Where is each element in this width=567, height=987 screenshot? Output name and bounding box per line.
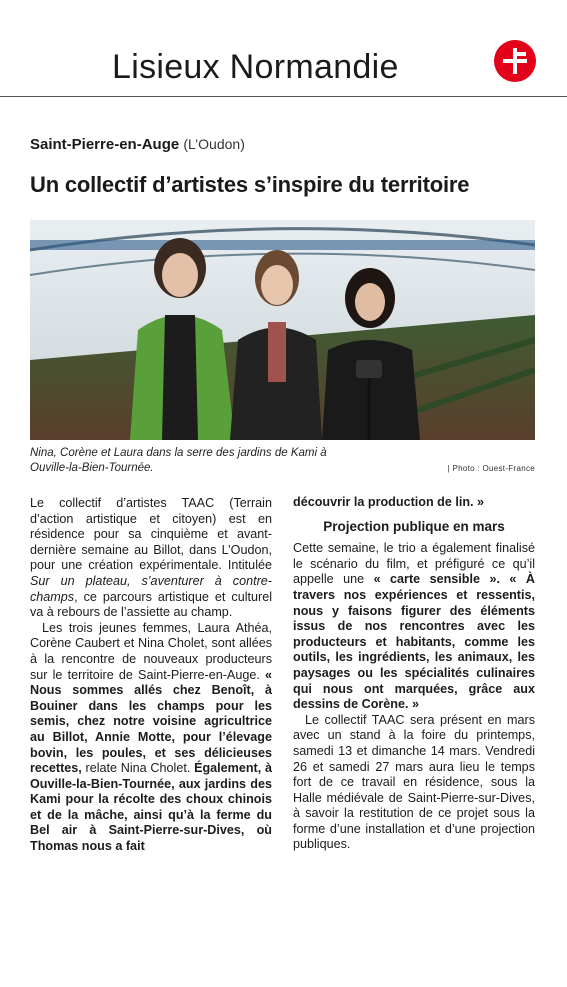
quote: « carte sensible ». « À travers nos expériences et ressentis, nous y faisons figurer des éléments issus de nos rencontres avec les producteurs et habitants, comme les outils, les ingrédients, les animaux, les paysages ou les spécialités culinaires qui nous ont marquées, grâce aux dessins de Corène. » bbox=[293, 572, 535, 712]
caption-line-2: Ouville-la-Bien-Tournée. bbox=[30, 461, 154, 474]
kicker-sublocation: (L’Oudon) bbox=[183, 136, 245, 152]
paragraph bbox=[293, 495, 535, 511]
text-run: Les trois jeunes femmes, Laura Athéa, Corène Caubert et Nina Cholet, sont allées à la rencontre de nouveaux producteurs sur le territoire de Saint-Pierre-en-Auge. bbox=[30, 620, 272, 682]
photo-caption bbox=[30, 446, 430, 475]
text-run: Le collectif d’artistes TAAC (Terrain d’action artistique et citoyen) est en résidence pour sa cinquième et avant-dernière semaine au Billot, dans L’Oudon, pour une création expérimentale. Intitulée bbox=[30, 496, 272, 573]
text-run: Le collectif TAAC sera présent en mars avec un stand à la foire du printemps, samedi 13 et dimanche 14 mars. Vendredi 26 et samedi 27 mars aura lieu le temps fort de ce travail en résidence, sous la Halle médiévale de Saint-Pierre-sur-Dives, à savoir la restitution de ce projet sous la forme d’une installation et d’une projection publiques. bbox=[293, 712, 535, 852]
paragraph bbox=[293, 541, 535, 713]
kicker-location: Saint-Pierre-en-Auge bbox=[30, 136, 180, 153]
quote: « Nous sommes allés chez Benoît, à Bouiner dans les champs pour les semis, chez notre voisine agricultrice au Billot, Annie Motte, pour l’élevage bovin, les poules, et ses délicieuses recettes, bbox=[30, 667, 272, 776]
paragraph bbox=[30, 496, 272, 621]
article-column-left bbox=[30, 496, 272, 855]
caption-line-1: Nina, Corène et Laura dans la serre des jardins de Kami à bbox=[30, 447, 327, 459]
article-headline: Un collectif d’artistes s’inspire du territoire bbox=[30, 172, 470, 197]
text-run: Cette semaine, le trio a également finalisé le scénario du film, et préfiguré ce qu’il appelle une bbox=[293, 541, 535, 587]
ouest-france-logo-icon bbox=[494, 40, 536, 82]
masthead-rule bbox=[0, 96, 567, 97]
section-subhead: Projection publique en mars bbox=[323, 518, 505, 534]
quote: Également, à Ouville-la-Bien-Tournée, aux jardins des Kami pour la récolte des choux chinois et de la mâche, ainsi qu’à la ferme du Bel air à Saint-Pierre-sur-Dives, où Thomas nous a fait bbox=[30, 761, 272, 854]
text-run: , ce parcours artistique et culturel va à rebours de l’assiette au champ. bbox=[30, 589, 272, 620]
paragraph bbox=[293, 713, 535, 853]
quote: découvrir la production de lin. » bbox=[293, 495, 485, 509]
paragraph bbox=[30, 621, 272, 855]
article-column-right bbox=[293, 495, 535, 853]
masthead bbox=[0, 0, 567, 97]
text-run: relate Nina Cholet. bbox=[81, 761, 195, 776]
article-kicker bbox=[30, 136, 245, 153]
photo-credit: | Photo : Ouest-France bbox=[447, 464, 535, 473]
event-title: Sur un plateau, s’aventurer à contre-champs bbox=[30, 573, 272, 604]
masthead-title: Lisieux Normandie bbox=[112, 48, 399, 86]
article-photo bbox=[30, 220, 535, 440]
